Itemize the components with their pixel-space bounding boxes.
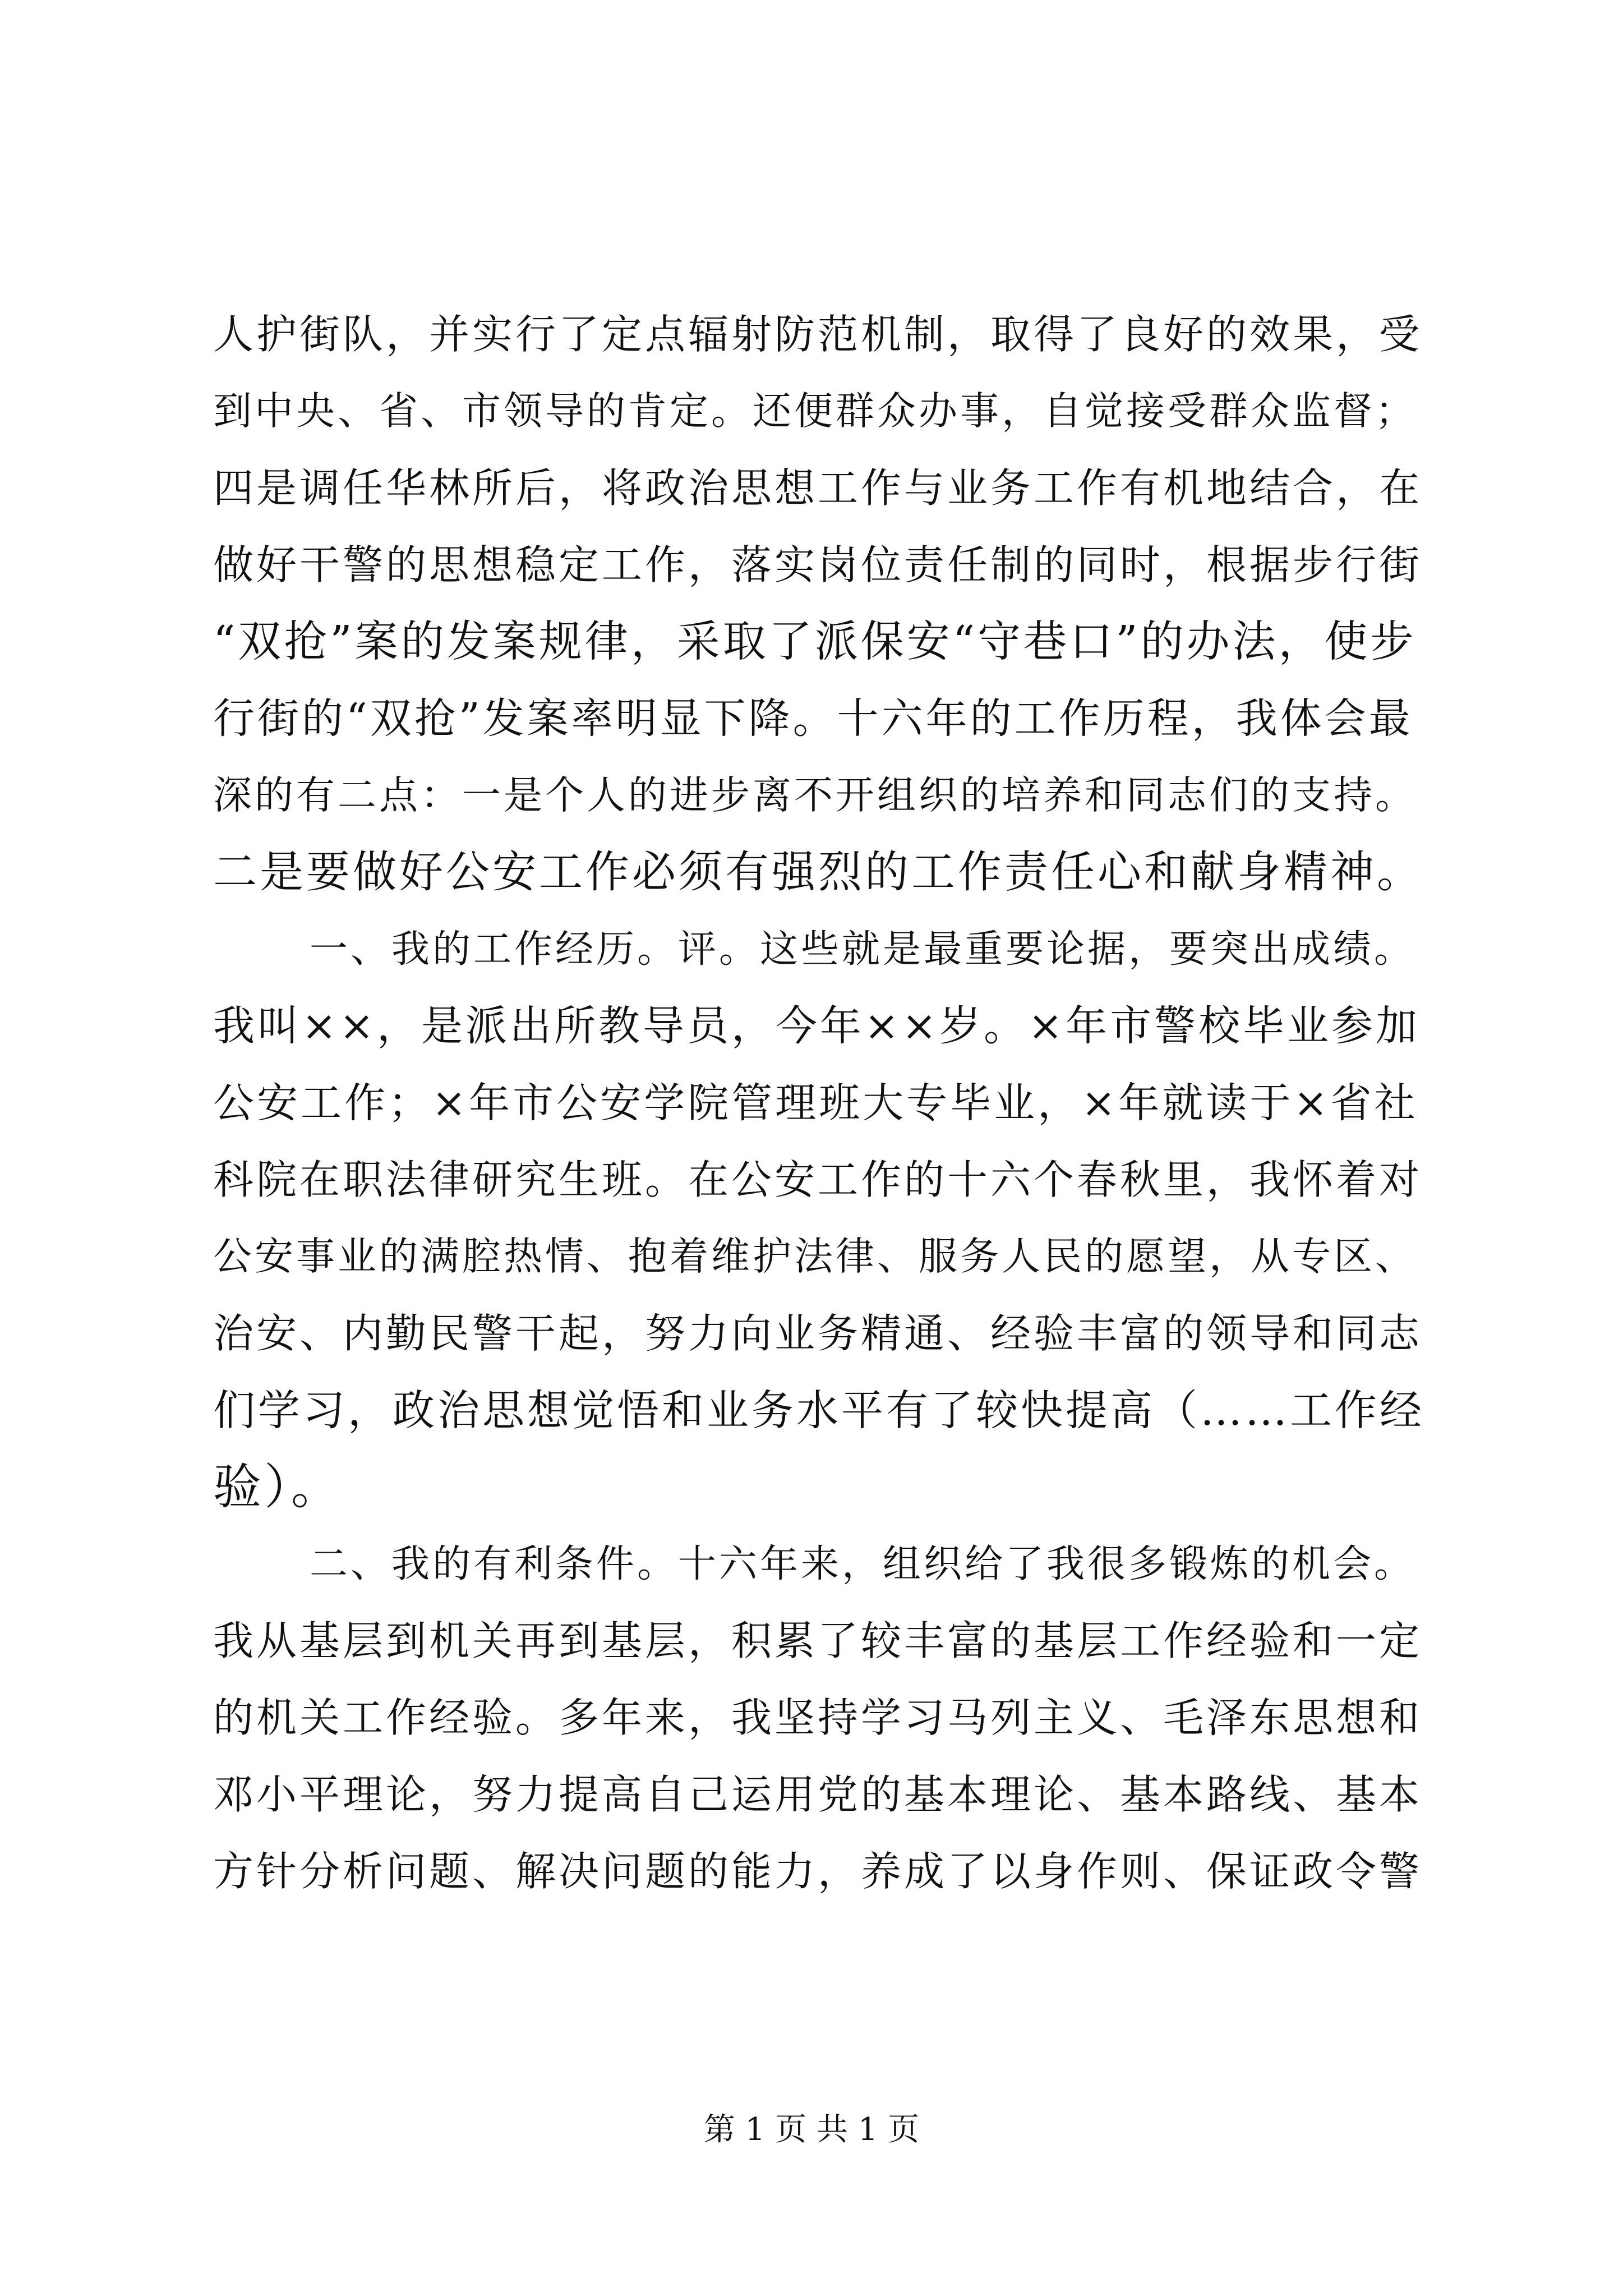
text-line: 深的有二点：一是个人的进步离不开组织的培养和同志们的支持。: [213, 773, 1417, 818]
text-line: 公安事业的满腔热情、抱着维护法律、服务人民的愿望，从专区、: [213, 1234, 1417, 1279]
text-line: 验）。: [213, 1459, 342, 1515]
text-line: 科院在职法律研究生班。在公安工作的十六个春秋里，我怀着对: [213, 1156, 1423, 1203]
text-line: “双抢”案的发案规律，采取了派保安“守巷口”的办法，使步: [213, 617, 1417, 667]
text-line: 的机关工作经验。多年来，我坚持学习马列主义、毛泽东思想和: [213, 1694, 1423, 1741]
page-footer: [0, 2105, 1623, 2150]
text-line: 方针分析问题、解决问题的能力，养成了以身作则、保证政令警: [213, 1848, 1423, 1895]
text-line: 我叫××，是派出所教导员，今年××岁。×年市警校毕业参加: [213, 1002, 1421, 1050]
section-heading-line: 一、我的工作经历。评。这些就是最重要论据，要突出成绩。: [310, 927, 1415, 972]
page-number-label: 第 1 页 共 1 页: [703, 2111, 920, 2148]
text-line: 治安、内勤民警干起，努力向业务精通、经验丰富的领导和同志: [213, 1310, 1423, 1357]
text-line: 公安工作；×年市公安学院管理班大专毕业，×年就读于×省社: [213, 1079, 1418, 1127]
text-line: 邓小平理论，努力提高自己运用党的基本理论、基本路线、基本: [213, 1771, 1423, 1818]
text-line: 们学习，政治思想觉悟和业务水平有了较快提高（……工作经: [213, 1386, 1424, 1435]
text-line: 到中央、省、市领导的肯定。还便群众办事，自觉接受群众监督；: [213, 389, 1417, 434]
document-body: [213, 296, 1424, 1910]
text-line: 四是调任华林所后，将政治思想工作与业务工作有机地结合，在: [213, 464, 1423, 512]
text-line: 做好干警的思想稳定工作，落实岗位责任制的同时，根据步行街: [213, 541, 1423, 588]
text-line: 行街的“双抢”发案率明显下降。十六年的工作历程，我体会最: [213, 694, 1413, 743]
text-line: 我从基层到机关再到基层，积累了较丰富的基层工作经验和一定: [213, 1617, 1423, 1664]
text-line: 人护街队，并实行了定点辐射防范机制，取得了良好的效果，受: [213, 311, 1423, 358]
section-heading-line: 二、我的有利条件。十六年来，组织给了我很多锻炼的机会。: [310, 1542, 1415, 1586]
text-line: 二是要做好公安工作必须有强烈的工作责任心和献身精神。: [213, 847, 1424, 898]
